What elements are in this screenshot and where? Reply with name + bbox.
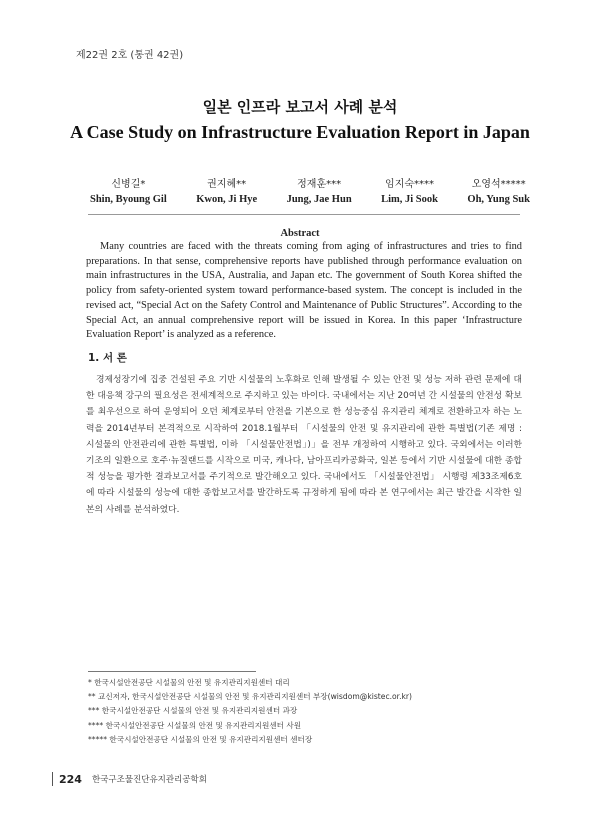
introduction-paragraph: 경제성장기에 집중 건설된 주요 기반 시설물의 노후화로 인해 발생될 수 있는 안전 및 성능 저하 관련 문제에 대한 대응책 강구의 필요성은 전세계적으로 주지하고 있는 바이다. 국내에서는 지난 20여년 간 시설물의 안전성 확보를 최우선으로 하여 운영되어 오던 체계로부터 안전을 기본으로 한 성능중심 유지관리 체계로 전환하고자 하는 노력을 2014년부터 본격적으로 시작하여 2018.1월부터 「시설물의 안전 및 유지관리에 관한 특별법(기존 제명 : 시설물의 안전관리에 관한 특별법, 이하 「시설물안전법」)」을 전부 개정하여 시행하고 있다. 국외에서는 이러한 기조의 일환으로 호주·뉴질랜드를 시작으로 미국, 캐나다, 남아프리카공화국, 일본 등에서 기반 시설물에 대한 종합적 성능을 평가한 결과보고서를 주기적으로 발간해오고 있다. 국내에서도 「시설물안전법」 시행령 제33조제6호에 따라 시설물의 성능에 대한 종합보고서를 발간하도록 규정하게 됨에 따라 본 연구에서는 최근 발간을 시작한 일본의 사례를 분석하였다.	[86, 375, 522, 515]
author-english-name: Oh, Yung Suk	[467, 194, 530, 205]
author-korean-name: 권지혜**	[207, 179, 247, 190]
author-english-name: Lim, Ji Sook	[381, 194, 438, 205]
author-korean-name: 신병길*	[111, 179, 146, 190]
title-divider	[88, 214, 520, 215]
author-3	[287, 175, 352, 205]
author-english-name: Jung, Jae Hun	[286, 194, 352, 205]
footnote-item: *** 한국시설안전공단 시설물의 안전 및 유지관리지원센터 과장	[88, 706, 298, 716]
footer-bar	[52, 772, 53, 786]
author-2	[196, 175, 257, 205]
footnote-item: * 한국시설안전공단 시설물의 안전 및 유지관리지원센터 대리	[88, 678, 290, 687]
abstract-heading: Abstract	[280, 228, 320, 239]
footnote-item: ** 교신저자, 한국시설안전공단 시설물의 안전 및 유지관리지원센터 부장(wisdom@kistec.or.kr)	[88, 692, 412, 702]
author-1	[90, 175, 167, 205]
footnote-divider	[88, 671, 256, 672]
abstract-text: Many countries are faced with the threats coming from aging of infrastructures and tries to find preparations. In that sense, comprehensive reports have published through performance evaluation on main infrastructures in the USA, Australia, and Japan etc. The government of South Korea shifted the policy from safety-oriented system toward performance-based system. The concept is included in the revised act, “Special Act on the Safety Control and Maintenance of Public Structures”. According to the Special Act, an annual comprehensive report will be issued in Korea. In this paper ‘Infrastructure Evaluation Report’ is analyzed as a reference.	[86, 241, 522, 341]
author-5	[467, 175, 530, 205]
author-korean-name: 오영석*****	[471, 179, 526, 190]
page-number: 224	[59, 772, 82, 786]
author-4	[381, 175, 438, 205]
korean-title: 일본 인프라 보고서 사례 분석	[202, 98, 398, 116]
author-english-name: Shin, Byoung Gil	[90, 194, 167, 205]
section-heading-introduction: 1. 서 론	[88, 352, 127, 364]
author-list	[90, 175, 530, 205]
english-title: A Case Study on Infrastructure Evaluation Report in Japan	[70, 122, 530, 142]
journal-name: 한국구조물진단유지관리공학회	[91, 775, 207, 785]
footnotes	[88, 676, 540, 747]
author-korean-name: 임지숙****	[385, 179, 435, 190]
page-footer	[52, 772, 207, 786]
footnote-item: **** 한국시설안전공단 시설물의 안전 및 유지관리지원센터 사원	[88, 720, 302, 730]
footnote-item: ***** 한국시설안전공단 시설물의 안전 및 유지관리지원센터 센터장	[88, 734, 313, 744]
author-korean-name: 정재훈***	[297, 179, 342, 190]
journal-issue-header: 제22권 2호 (통권 42권)	[76, 50, 184, 61]
author-english-name: Kwon, Ji Hye	[196, 194, 258, 205]
